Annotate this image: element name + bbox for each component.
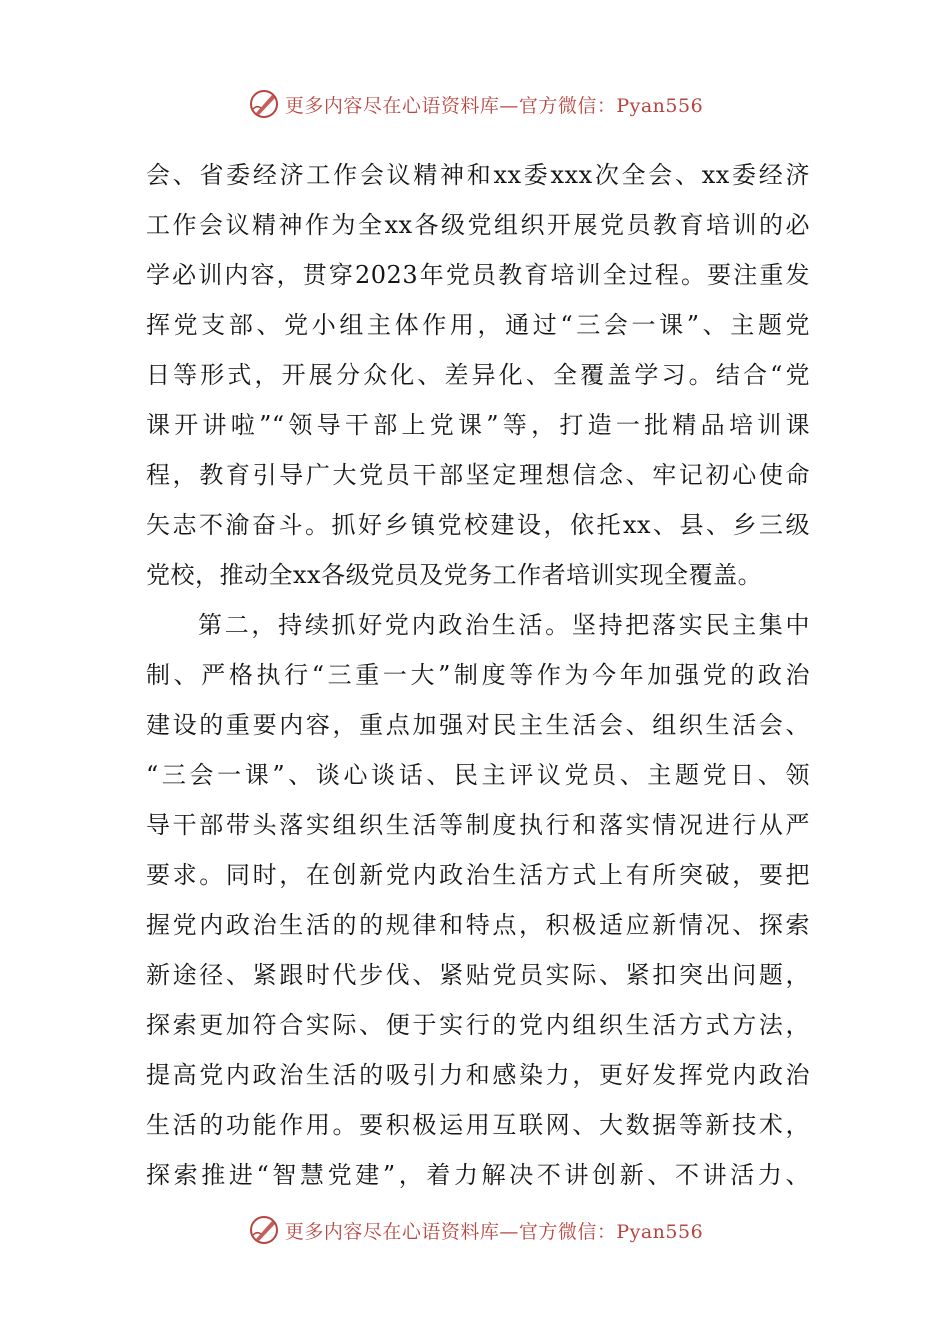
text-line: 提高党内政治生活的吸引力和感染力，更好发挥党内政治 bbox=[146, 1061, 810, 1089]
paragraph bbox=[146, 600, 810, 1200]
pen-logo-icon bbox=[247, 87, 281, 121]
document-body bbox=[146, 150, 810, 1200]
text-line: 导干部带头落实组织生活等制度执行和落实情况进行从严 bbox=[146, 811, 810, 839]
text-line: 要求。同时，在创新党内政治生活方式上有所突破，要把 bbox=[146, 861, 810, 889]
text-line: 工作会议精神作为全xx各级党组织开展党员教育培训的必 bbox=[146, 211, 810, 239]
text-line: 探索更加符合实际、便于实行的党内组织生活方式方法， bbox=[146, 1011, 810, 1039]
watermark-text: 更多内容尽在心语资料库—官方微信：Pyan556 bbox=[284, 1220, 704, 1243]
watermark-banner-top bbox=[0, 84, 950, 124]
text-line: “三会一课”、谈心谈话、民主评议党员、主题党日、领 bbox=[146, 761, 810, 789]
text-line: 第二，持续抓好党内政治生活。坚持把落实民主集中 bbox=[198, 611, 810, 639]
text-line: 党校，推动全xx各级党员及党务工作者培训实现全覆盖。 bbox=[146, 561, 763, 589]
paragraph bbox=[146, 150, 810, 600]
text-line: 矢志不渝奋斗。抓好乡镇党校建设，依托xx、县、乡三级 bbox=[146, 511, 810, 539]
pen-logo-icon bbox=[247, 1213, 281, 1247]
text-line: 生活的功能作用。要积极运用互联网、大数据等新技术， bbox=[146, 1111, 810, 1139]
text-line: 建设的重要内容，重点加强对民主生活会、组织生活会、 bbox=[146, 711, 810, 739]
text-line: 程，教育引导广大党员干部坚定理想信念、牢记初心使命 bbox=[146, 461, 810, 489]
text-line: 探索推进“智慧党建”，着力解决不讲创新、不讲活力、 bbox=[146, 1161, 810, 1189]
text-line: 握党内政治生活的的规律和特点，积极适应新情况、探索 bbox=[146, 911, 810, 939]
watermark-text: 更多内容尽在心语资料库—官方微信：Pyan556 bbox=[284, 94, 704, 117]
text-line: 挥党支部、党小组主体作用，通过“三会一课”、主题党 bbox=[146, 311, 810, 339]
text-line: 会、省委经济工作会议精神和xx委xxx次全会、xx委经济 bbox=[146, 161, 810, 189]
text-line: 课开讲啦”“领导干部上党课”等，打造一批精品培训课 bbox=[146, 411, 810, 439]
text-line: 制、严格执行“三重一大”制度等作为今年加强党的政治 bbox=[146, 661, 810, 689]
watermark-banner-bottom bbox=[0, 1210, 950, 1250]
text-line: 日等形式，开展分众化、差异化、全覆盖学习。结合“党 bbox=[146, 361, 810, 389]
text-line: 学必训内容，贯穿2023年党员教育培训全过程。要注重发 bbox=[146, 261, 810, 289]
text-line: 新途径、紧跟时代步伐、紧贴党员实际、紧扣突出问题， bbox=[146, 961, 810, 989]
